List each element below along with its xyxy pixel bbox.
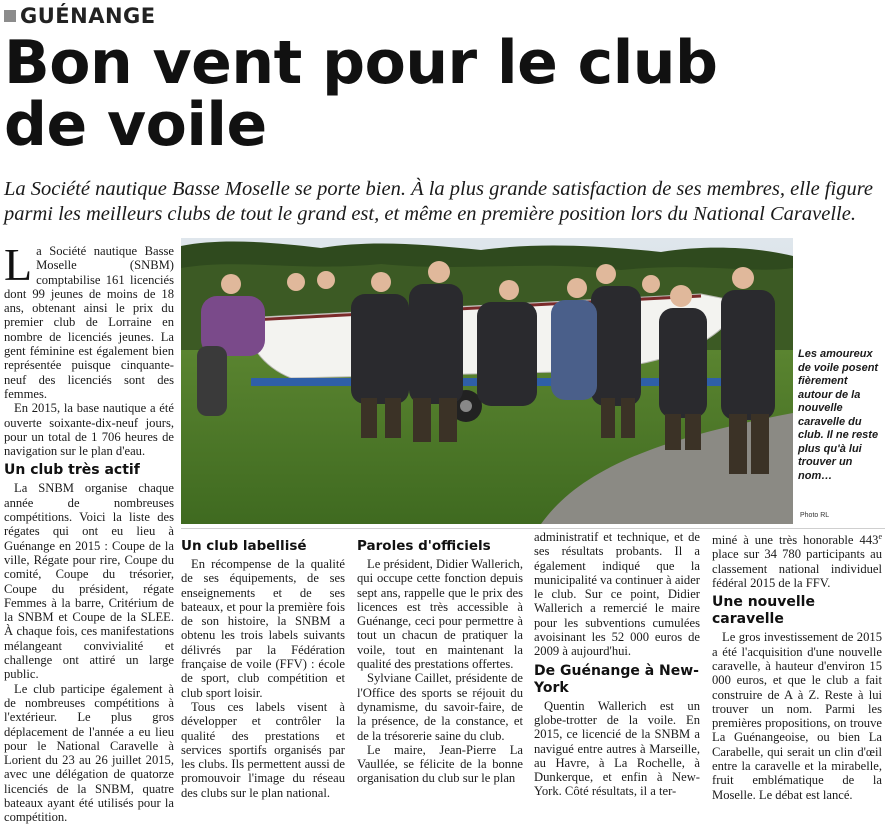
intro-text: a Société nautique Basse Moselle (SNBM) comptabilise 161 licenciés dont 99 jeunes de moins de 18 ans, obtenant ainsi le prix du premier club de Lorraine en nombre de licenciés jeunes. La gent féminine est également bien représentée puisque cinquante-neuf des licenciés sont des femmes.	[4, 244, 174, 401]
photo-credit: Photo RL	[800, 512, 830, 519]
intro-paragraph	[4, 239, 174, 401]
column-1	[4, 239, 174, 825]
paragraph: Le président, Didier Wallerich, qui occupe cette fonction depuis sept ans, rappelle que le prix des licences est très accessible à Guénange, ceci pour permettre à tout un chacun de pratiquer la voile, tout en maintenant la qualité des prestations offertes.	[357, 557, 523, 672]
headline	[4, 28, 884, 160]
team-photo	[181, 238, 793, 524]
divider	[181, 528, 885, 529]
column-5	[712, 530, 882, 802]
subheading-club-labellise: Un club labellisé	[181, 538, 307, 554]
paragraph: Le maire, Jean-Pierre La Vaullée, se félicite de la bonne organisation du club sur le plan	[357, 742, 523, 786]
section-kicker	[4, 3, 156, 29]
kicker-square-icon	[4, 10, 16, 22]
subheading-nouvelle-caravelle: Une nouvelle caravelle	[712, 594, 815, 628]
paragraph: Sylviane Caillet, présidente de l'Office des sports se réjouit du dynamisme, du savoir-faire, de la présence, de la constance, et de la trésorerie saine du club.	[357, 671, 523, 743]
column-2	[181, 534, 345, 800]
paragraph: En récompense de la qualité de ses équipements, de ses enseignements et de ses bateaux, et pour la première fois de son histoire, la SNBM a obtenu les trois labels suivants délivrés par la Fédération française de voile (FFV) : école de sport, club compétition et club sport loisir.	[181, 557, 345, 700]
paragraph: miné à une très honorable 443e place sur 34 780 participants au classement national individuel fédéral 2015 de la FFV.	[712, 532, 882, 591]
paragraph: En 2015, la base nautique a été ouverte soixante-dix-neuf jours, pour un total de 1 706 heures de navigation sur le plan d'eau.	[4, 401, 174, 459]
paragraph: Le club participe également à de nombreuses compétitions à l'extérieur. Le plus gros déplacement de l'année a eu lieu pour le National Caravelle à Lorient du 23 au 26 juillet 2015, avec une délégation de quatorze licenciés de la SNBM, quatre bateaux ayant été utilisés pour la compétition.	[4, 681, 174, 825]
drop-cap: L	[4, 239, 33, 290]
subheading-club-actif: Un club très actif	[4, 462, 140, 479]
column-3	[357, 534, 523, 786]
paragraph: La SNBM organise chaque année de nombreuses compétitions. Voici la liste des régates qui ont eu lieu à Guénange en 2015 : Coupe de la ville, Régate pour rire, Coupe du comité, Coupe du trésorier, Coupe du président, régate Femmes à la barre, Critérium de la SNBM et Coupe de la SLEE. À chaque fois, ces manifestations mélangeant convivialité et challenge ont attiré un large public.	[4, 481, 174, 682]
kicker-text: GUÉNANGE	[20, 4, 156, 28]
lead-paragraph: La Société nautique Basse Moselle se porte bien. À la plus grande satisfaction de ses membres, elle figure parmi les meilleurs clubs de tout le grand est, et même en première position lors du National Caravelle.	[4, 178, 874, 225]
subheading-paroles-officiels: Paroles d'officiels	[357, 538, 491, 554]
headline-line-1: Bon vent pour le club	[4, 28, 718, 98]
subheading-guenange-new-york: De Guénange à New-York	[534, 662, 699, 696]
photo-caption: Les amoureux de voile posent fièrement autour de la nouvelle caravelle du club. Il ne reste plus qu'à lui trouver un nom…	[798, 348, 879, 482]
column-4	[534, 530, 700, 799]
team-photo-illustration	[181, 238, 793, 524]
paragraph: administratif et technique, et de ses résultats probants. Il a également indiqué que la municipalité va continuer à aider le club. Sur ce point, Didier Wallerich a remercié le maire pour les subventions cumulées avoisinant les 52 000 euros de 2009 à aujourd'hui.	[534, 530, 700, 659]
paragraph: Le gros investissement de 2015 a été l'acquisition d'une nouvelle caravelle, à hauteur d'environ 15 000 euros, et que le club a fait construire de A à Z. Reste à lui trouver un nom. Parmi les premières propositions, on trouve La Guénangeoise, ou bien La Carabelle, qui serait un clin d'œil entre la caravelle et la mirabelle, fruit emblématique de la Moselle. Le débat est lancé.	[712, 630, 882, 802]
paragraph: Quentin Wallerich est un globe-trotter de la voile. En 2015, ce licencié de la SNBM a navigué entre autres à Marseille, au Havre, à La Rochelle, à Dunkerque, et enfin à New-York. Côté résultats, il a ter-	[534, 698, 700, 799]
headline-line-2: de voile	[4, 90, 267, 160]
paragraph: Tous ces labels visent à développer et contrôler la qualité des prestations et services sportifs organisés par les clubs. Ils permettent aussi de promouvoir l'image du réseau des clubs sur le plan national.	[181, 699, 345, 800]
